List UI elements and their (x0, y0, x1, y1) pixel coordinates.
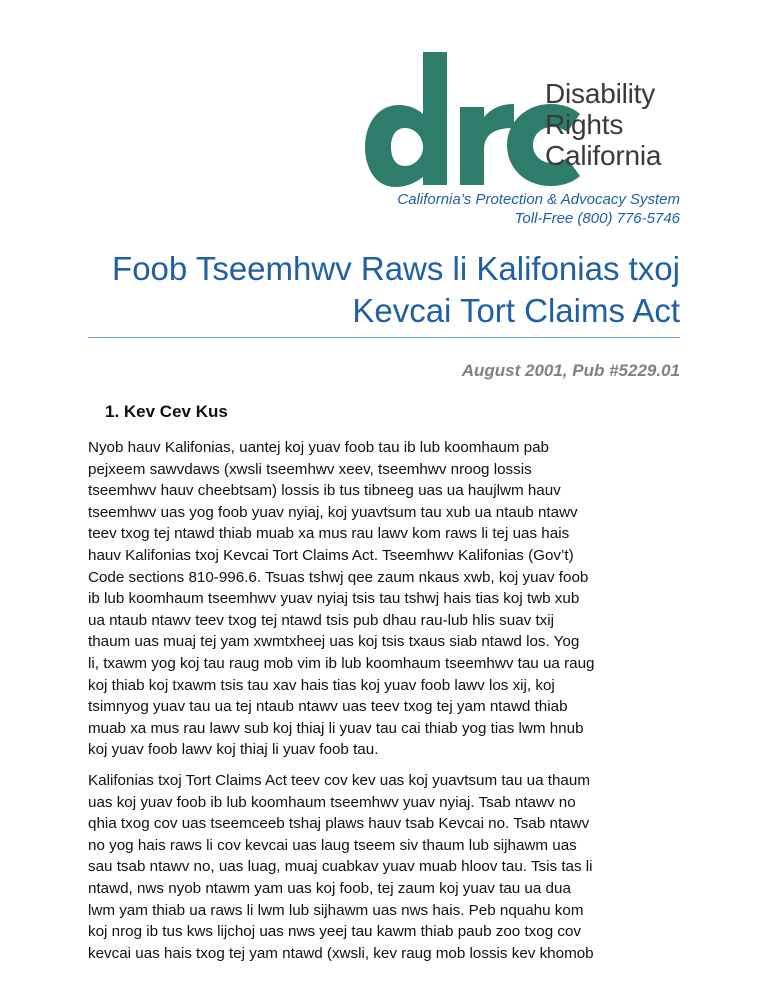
toll-free-number: Toll-Free (800) 776-5746 (514, 210, 680, 227)
section-heading: 1. Kev Cev Kus (105, 402, 228, 421)
logo-line-1: Disability (545, 78, 656, 109)
paragraph-2: Kalifonias txoj Tort Claims Act teev cov kev uas koj yuavtsum tau ua thaum uas koj yuav foob ib lub koomhaum tseemhwv yuav nyiaj. Tsab ntawv no qhia txog cov uas tseemceeb tshaj plaws hauv tsab Kevcai no. Tsab ntawv no yog hais raws li cov kevcai uas laug tseem siv thaum lub sijhawm uas sau tsab ntawv no, uas luag, muaj cuabkav yuav muab hloov tau. Tsis tas li ntawd, nws nyob ntawm yam uas koj foob, tej zaum koj yuav tau ua dua lwm yam thiab ua raws li lwm lub sijhawm uas nws hais. Peb nquahu kom koj nrog ib tus kws lijchoj uas nws yeej tau kawm thiab paub zoo txog cov kevcai uas hais txog tej yam ntawd (xwsli, kev raug mob lossis kev khomob (88, 772, 594, 962)
logo-line-3: California (545, 140, 662, 171)
page-title: Foob Tseemhwv Raws li Kalifonias txoj Kevcai Tort Claims Act (112, 250, 680, 329)
logo-line-2: Rights (545, 109, 624, 140)
logo-wordmark (545, 78, 661, 171)
paragraph-1: Nyob hauv Kalifonias, uantej koj yuav foob tau ib lub koomhaum pab pejxeem sawvdaws (xwsli tseemhwv xeev, tseemhwv nroog lossis tseemhwv hauv cheebtsam) lossis ib tus tibneeg uas ua haujlwm hauv tseemhwv uas yog foob yuav nyiaj, koj yuavtsum tau xub ua ntaub ntawv teev txog tej ntawd thiab muab xa mus rau lawv kom raws li tej uas hais hauv Kalifonias txoj Kevcai Tort Claims Act. Tseemhwv Kalifonias (Gov’t) Code sections 810-996.6. Tsuas tshwj qee zaum nkaus xwb, koj yuav foob ib lub koomhaum tseemhwv yuav nyiaj tsis tau tshwj hais tias koj twb xub ua ntaub ntawv teev txog tej ntawd tsis pub dhau rau-lub hlis suav txij thaum uas muaj tej yam xwmtxheej uas koj tsis txaus siab ntawd los. Yog li, txawm yog koj tau raug mob vim ib lub koomhaum tseemhwv tau ua raug koj thiab koj txawm tsis tau xav hais tias koj yuav foob lawv los xij, koj tsimnyog yuav tau ua tej ntaub ntawv uas teev txog tej yam ntawd thiab muab xa mus rau lawv sub koj thiaj li yuav tau cai thiab yog tias lwm hnub koj yuav foob lawv koj thiaj li yuav foob tau. (88, 439, 595, 759)
tagline: California’s Protection & Advocacy System (397, 191, 680, 208)
publication-date: August 2001, Pub #5229.01 (461, 361, 680, 380)
title-divider (88, 337, 680, 338)
tagline-block (397, 190, 680, 228)
